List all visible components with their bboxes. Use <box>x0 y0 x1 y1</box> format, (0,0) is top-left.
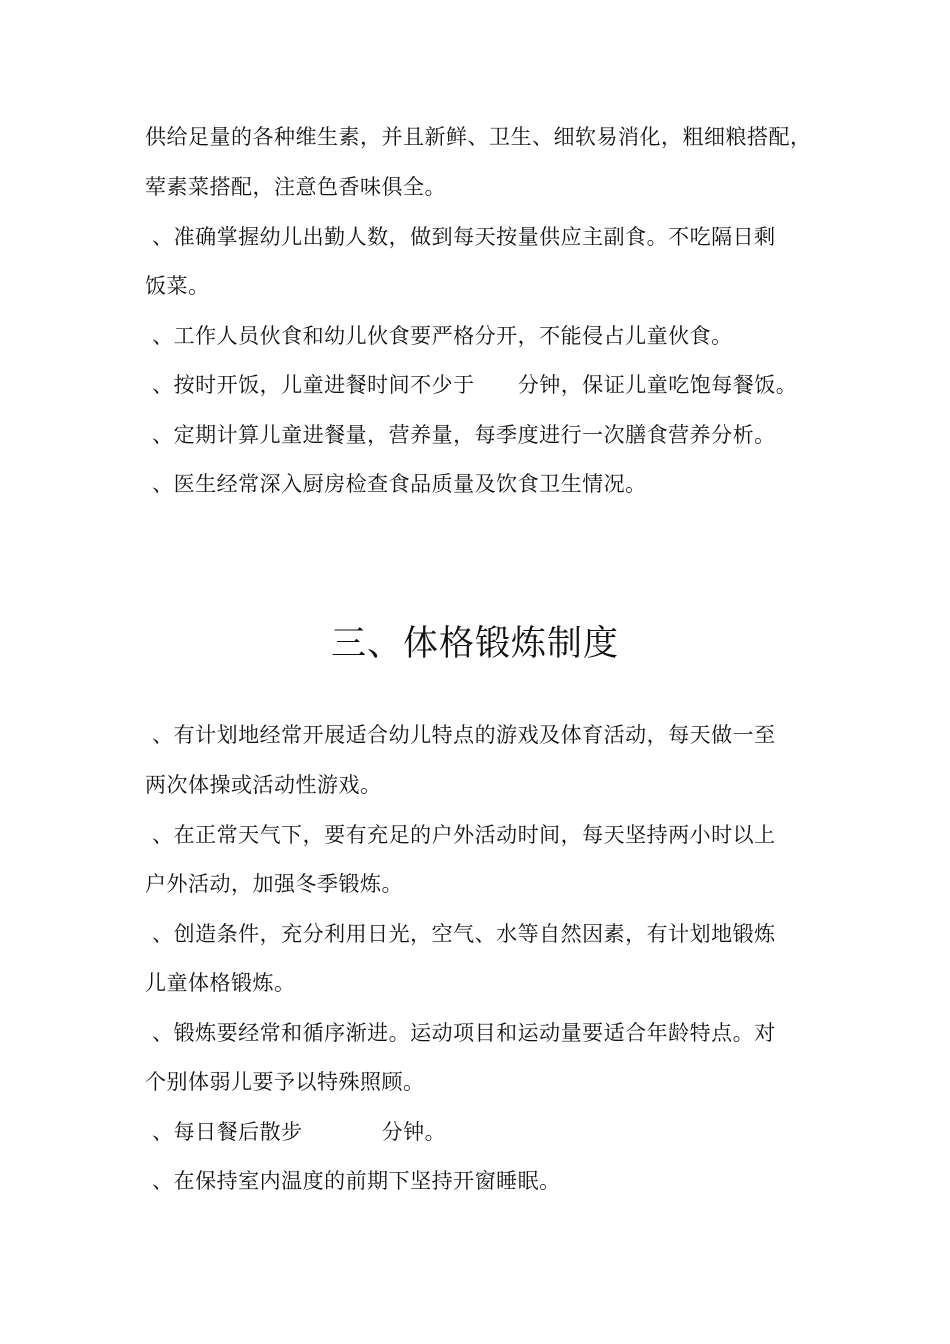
paragraph-line: 荤素菜搭配，注意色香味俱全。 <box>145 175 446 199</box>
paragraph-line: 、在正常天气下，要有充足的户外活动时间，每天坚持两小时以上 <box>145 823 776 847</box>
paragraph-line: 、每日餐后散步 分钟。 <box>145 1120 447 1144</box>
paragraph-line: 户外活动，加强冬季锻炼。 <box>145 872 403 896</box>
paragraph-line: 、定期计算儿童进餐量，营养量，每季度进行一次膳食营养分析。 <box>145 423 776 447</box>
paragraph-line: 饭菜。 <box>145 274 210 298</box>
paragraph-line: 个别体弱儿要予以特殊照顾。 <box>145 1070 425 1094</box>
paragraph-line: 、在保持室内温度的前期下坚持开窗睡眠。 <box>145 1169 561 1193</box>
paragraph-line: 儿童体格锻炼。 <box>145 971 296 995</box>
paragraph-line: 两次体操或活动性游戏。 <box>145 773 382 797</box>
paragraph-line: 、按时开饭，儿童进餐时间不少于 分钟，保证儿童吃饱每餐饭。 <box>145 373 798 397</box>
paragraph-line: 、有计划地经常开展适合幼儿特点的游戏及体育活动，每天做一至 <box>145 723 776 747</box>
paragraph-line: 、工作人员伙食和幼儿伙食要严格分开，不能侵占儿童伙食。 <box>145 324 733 348</box>
paragraph-line: 、锻炼要经常和循序渐进。运动项目和运动量要适合年龄特点。对 <box>145 1021 776 1045</box>
paragraph-line: 供给足量的各种维生素，并且新鲜、卫生、细软易消化，粗细粮搭配， <box>145 125 812 149</box>
paragraph-line: 、准确掌握幼儿出勤人数，做到每天按量供应主副食。不吃隔日剩 <box>145 225 776 249</box>
section-title: 三、体格锻炼制度 <box>330 624 619 664</box>
paragraph-line: 、医生经常深入厨房检查食品质量及饮食卫生情况。 <box>145 472 647 496</box>
paragraph-line: 、创造条件，充分利用日光，空气、水等自然因素，有计划地锻炼 <box>145 922 776 946</box>
